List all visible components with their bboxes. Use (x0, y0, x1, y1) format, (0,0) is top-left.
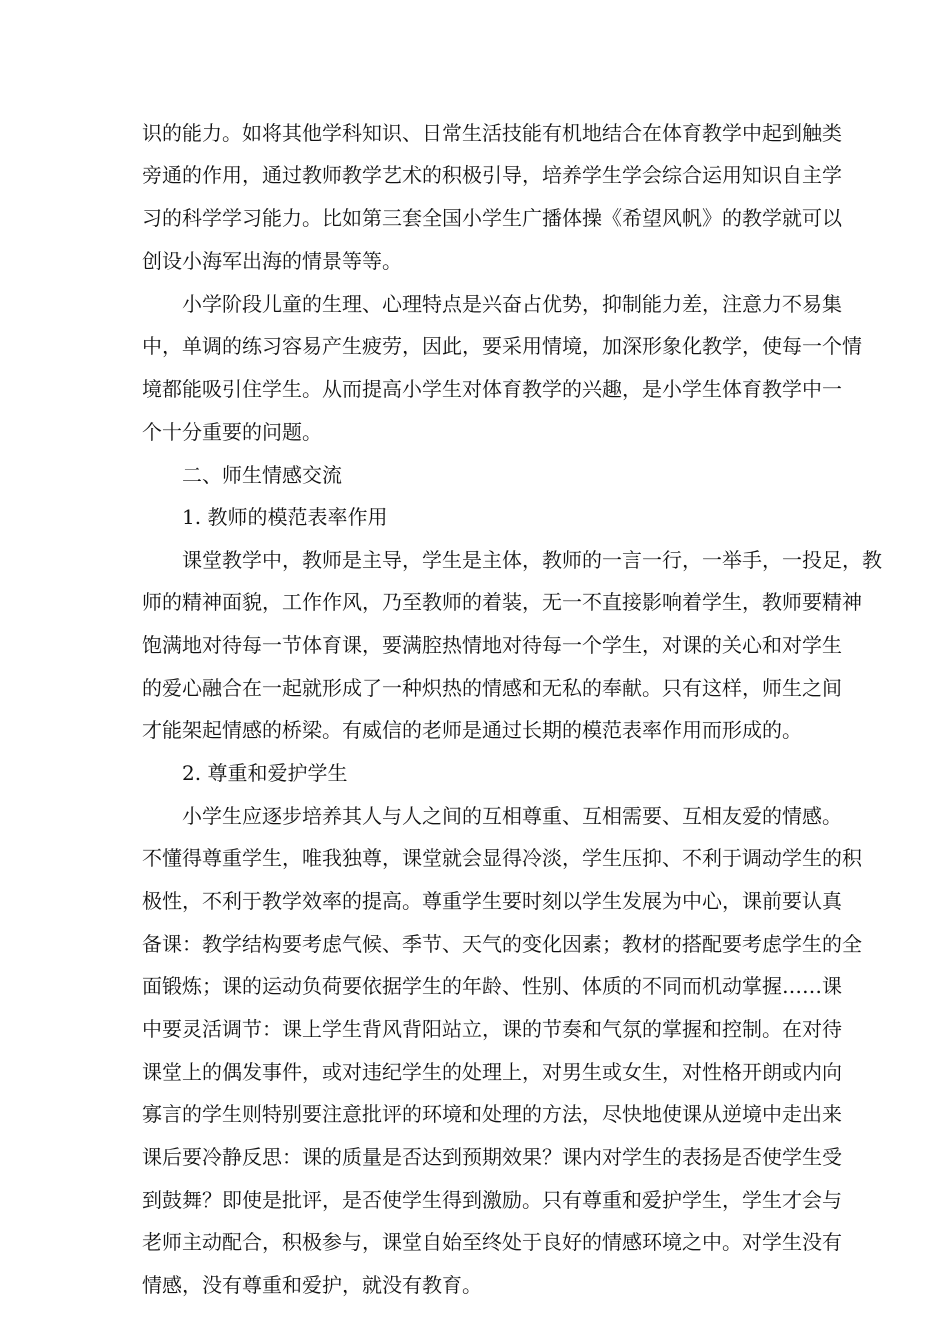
text-line: 课堂教学中，教师是主导，学生是主体，教师的一言一行，一举手，一投足，教 (182, 548, 882, 572)
text-line: 备课：教学结构要考虑气候、季节、天气的变化因素；教材的搭配要考虑学生的全 (142, 932, 862, 956)
text-line: 老师主动配合，积极参与，课堂自始至终处于良好的情感环境之中。对学生没有 (142, 1230, 842, 1254)
text-line: 小学阶段儿童的生理、心理特点是兴奋占优势，抑制能力差，注意力不易集 (182, 292, 842, 316)
section-heading: 二、师生情感交流 (182, 463, 342, 487)
text-line: 才能架起情感的桥梁。有威信的老师是通过长期的模范表率作用而形成的。 (142, 718, 802, 742)
text-line: 境都能吸引住学生。从而提高小学生对体育教学的兴趣，是小学生体育教学中一 (142, 377, 842, 401)
text-line: 不懂得尊重学生，唯我独尊，课堂就会显得冷淡，学生压抑、不利于调动学生的积 (142, 846, 862, 870)
text-line: 面锻炼；课的运动负荷要依据学生的年龄、性别、体质的不同而机动掌握……课 (142, 974, 842, 998)
text-line: 的爱心融合在一起就形成了一种炽热的情感和无私的奉献。只有这样，师生之间 (142, 676, 842, 700)
text-line: 习的科学学习能力。比如第三套全国小学生广播体操《希望风帆》的教学就可以 (142, 206, 842, 230)
text-line: 课后要冷静反思：课的质量是否达到预期效果？课内对学生的表扬是否使学生受 (142, 1145, 842, 1169)
text-line: 到鼓舞？即使是批评，是否使学生得到激励。只有尊重和爱护学生，学生才会与 (142, 1188, 842, 1212)
text-line: 识的能力。如将其他学科知识、日常生活技能有机地结合在体育教学中起到触类 (142, 121, 842, 145)
text-line: 创设小海军出海的情景等等。 (142, 249, 402, 273)
text-line: 饱满地对待每一节体育课，要满腔热情地对待每一个学生，对课的关心和对学生 (142, 633, 842, 657)
text-line: 个十分重要的问题。 (142, 420, 322, 444)
text-line: 课堂上的偶发事件，或对违纪学生的处理上，对男生或女生，对性格开朗或内向 (142, 1060, 842, 1084)
text-line: 寡言的学生则特别要注意批评的环境和处理的方法，尽快地使课从逆境中走出来 (142, 1102, 842, 1126)
text-line: 极性，不利于教学效率的提高。尊重学生要时刻以学生发展为中心，课前要认真 (142, 889, 842, 913)
subsection-heading: 2. 尊重和爱护学生 (182, 761, 348, 785)
text-line: 小学生应逐步培养其人与人之间的互相尊重、互相需要、互相友爱的情感。 (182, 804, 842, 828)
subsection-heading: 1. 教师的模范表率作用 (182, 505, 388, 529)
text-line: 情感，没有尊重和爱护，就没有教育。 (142, 1273, 482, 1297)
text-line: 师的精神面貌，工作作风，乃至教师的着装，无一不直接影响着学生，教师要精神 (142, 590, 862, 614)
text-line: 旁通的作用，通过教师教学艺术的积极引导，培养学生学会综合运用知识自主学 (142, 163, 842, 187)
text-line: 中要灵活调节：课上学生背风背阳站立，课的节奏和气氛的掌握和控制。在对待 (142, 1017, 842, 1041)
text-line: 中，单调的练习容易产生疲劳，因此，要采用情境，加深形象化教学，使每一个情 (142, 334, 862, 358)
